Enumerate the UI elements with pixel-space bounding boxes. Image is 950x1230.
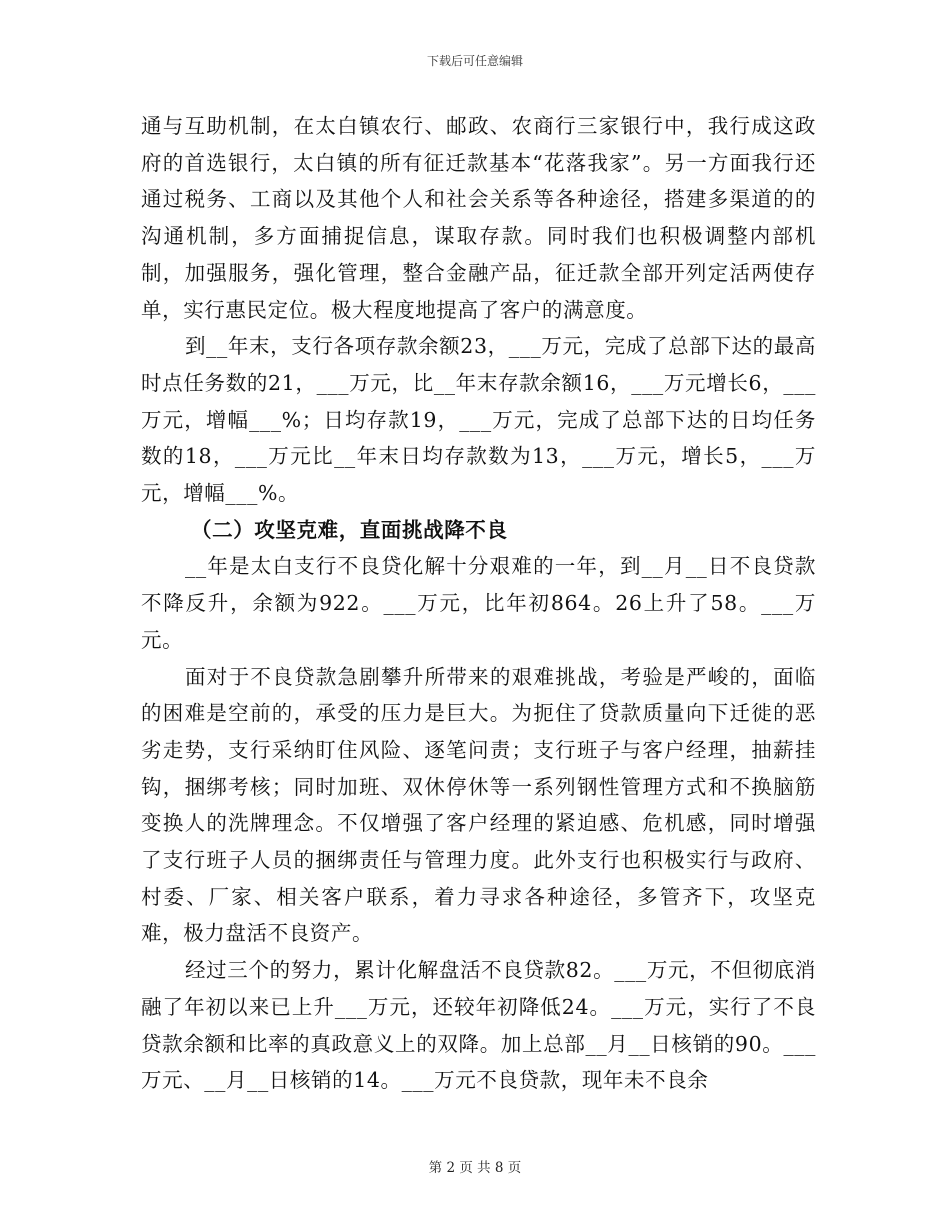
- section-heading: （二）攻坚克难，直面挑战降不良: [191, 517, 508, 542]
- page-footer: 第 2 页 共 8 页: [428, 1160, 522, 1176]
- page-header: 下载后可任意编辑: [426, 54, 523, 68]
- paragraph-deposit-mechanism: 通与互助机制，在太白镇农行、邮政、农商行三家银行中，我行成这政府的首选银行，太白镇的所有征迁款基本“花落我家”。另一方面我行还通过税务、工商以及其他个人和社会关系等各种途径，搭建多渠道的的沟通机制，多方面捕捉信息，谋取存款。同时我们也积极调整内部机制，加强服务，强化管理，整合金融产品，征迁款全部开列定活两使存单，实行惠民定位。极大程度地提高了客户的满意度。: [141, 114, 816, 322]
- paragraph-challenges: 面对于不良贷款急剧攀升所带来的艰难挑战，考验是严峻的，面临的困难是空前的，承受的压力是巨大。为扼住了贷款质量向下迁徙的恶劣走势，支行采纳盯住风险、逐笔问责；支行班子与客户经理，抽薪挂钩，捆绑考核；同时加班、双休停休等一系列钢性管理方式和不换脑筋变换人的洗牌理念。不仅增强了客户经理的紧迫感、危机感，同时增强了支行班子人员的捆绑责任与管理力度。此外支行也积极实行与政府、村委、厂家、相关客户联系，着力寻求各种途径，多管齐下，攻坚克难，极力盘活不良资产。: [141, 664, 816, 946]
- paragraph-deposit-figures: 到__年末，支行各项存款余额23，___万元，完成了总部下达的最高时点任务数的21，___万元，比__年末存款余额16，___万元增长6，___万元，增幅___%；日均存款19，___万元，完成了总部下达的日均任务数的18，___万元比__年末日均存款数为13，___万元，增长5，___万元，增幅___%。: [141, 334, 816, 506]
- document-body: [141, 108, 816, 1099]
- paragraph-results: 经过三个的努力，累计化解盘活不良贷款82。___万元，不但彻底消融了年初以来已上升___万元，还较年初降低24。___万元，实行了不良贷款余额和比率的真政意义上的双降。加上总部__月__日核销的90。___万元、__月__日核销的14。___万元不良贷款，现年未不良余: [141, 958, 816, 1093]
- paragraph-bad-loans-rise: __年是太白支行不良贷化解十分艰难的一年，到__月__日不良贷款不降反升，余额为922。___万元，比年初864。26上升了58。___万元。: [141, 554, 816, 652]
